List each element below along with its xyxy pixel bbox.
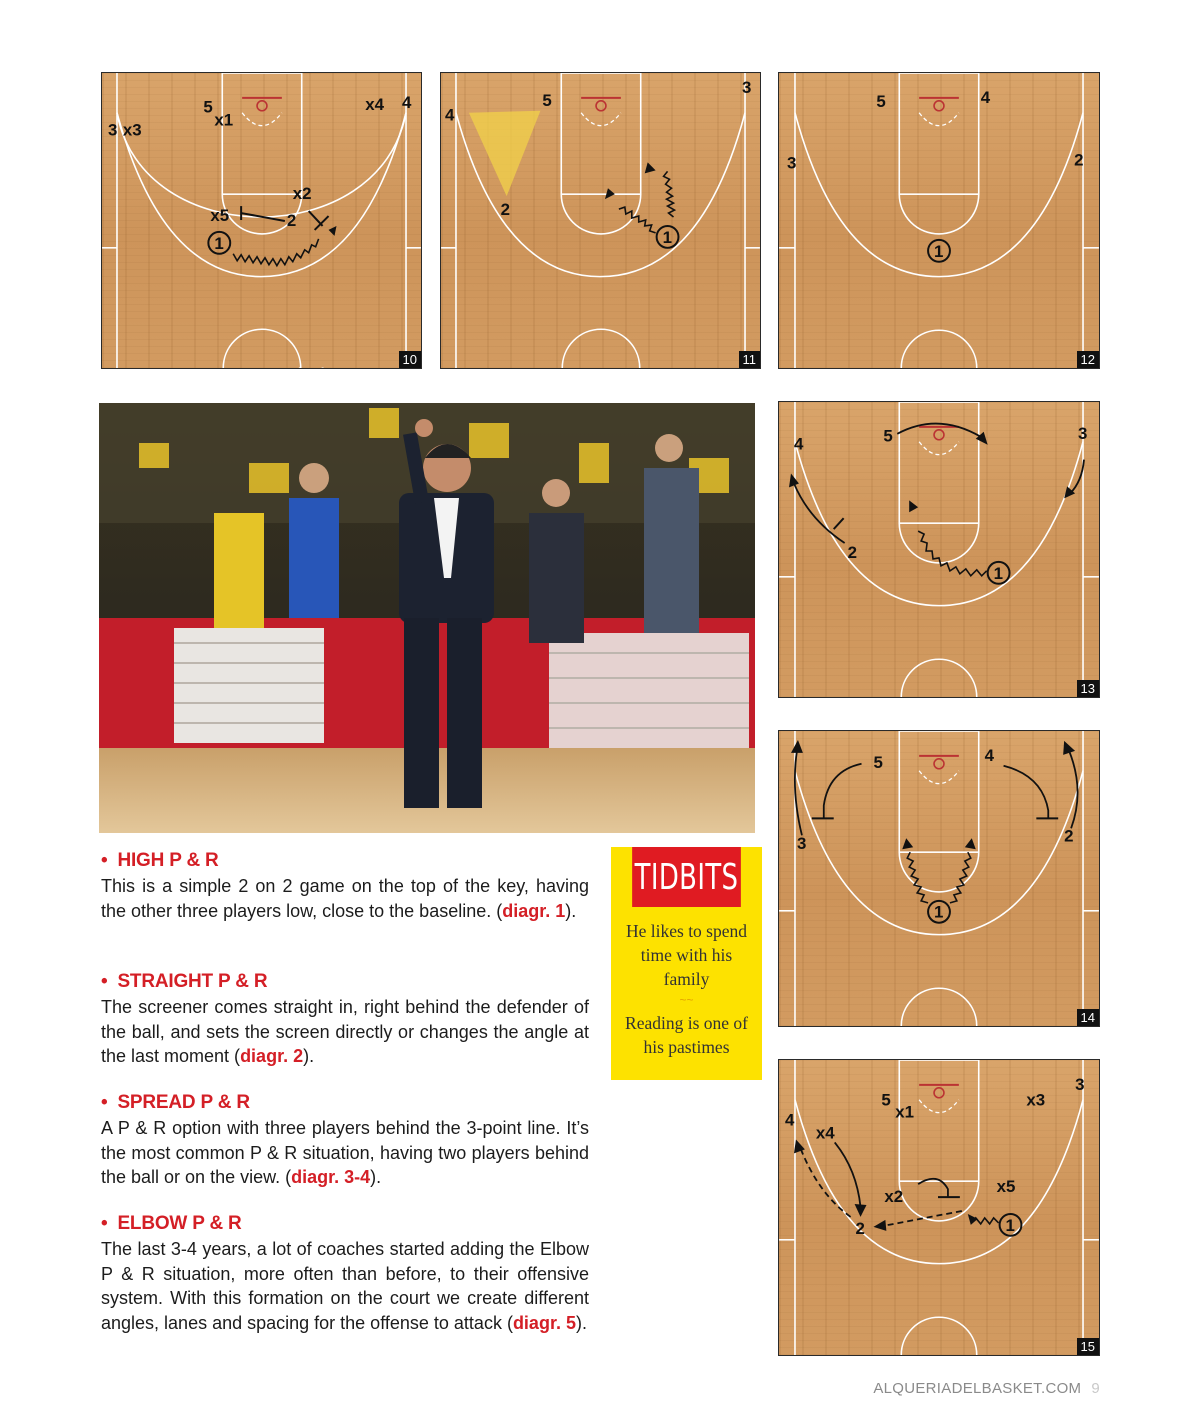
diagram-14-drawing [779,731,1099,1026]
d12-label-4: 4 [980,87,991,107]
diagram-13-number: 13 [1077,680,1099,697]
d10-label-4: 4 [402,92,412,112]
d13-label-4: 4 [793,434,804,454]
section-body: A P & R option with three players behind the 3-point line. It’s the most common P & R situation, having two players behind the ball or on the view. (diagr. 3-4). [101,1118,589,1187]
diagram-ref: diagr. 1 [502,900,566,921]
d12-label-3: 3 [787,153,797,173]
diagram-14-number: 14 [1077,1009,1099,1026]
d10-label-5: 5 [203,97,213,117]
d10-label-3: 3 [108,120,118,140]
d13-label-1: 1 [993,563,1004,583]
d10-label-x3: x3 [122,120,142,140]
section-spread-pr [101,1092,589,1190]
d11-label-5: 5 [542,90,552,110]
d10-label-x4: x4 [365,94,385,114]
diagram-15-number: 15 [1077,1338,1099,1355]
d11-label-4: 4 [445,105,455,125]
d10-label-2: 2 [286,210,297,230]
diagram-10-number: 10 [399,351,421,368]
d14-label-5: 5 [873,752,883,772]
section-title: • SPREAD P & R [101,1092,250,1113]
diagram-13-drawing [779,402,1099,697]
d12-label-1: 1 [934,241,944,261]
diagram-10-drawing [102,73,421,368]
diagram-15-drawing [779,1060,1099,1355]
tidbit-separator: ~~ [679,993,694,1007]
d15-label-5: 5 [881,1090,891,1110]
diagram-ref: diagr. 2 [240,1046,304,1066]
coach-photo-image [99,403,755,833]
d14-label-1: 1 [934,902,944,922]
d10-label-1: 1 [214,233,224,253]
d12-label-5: 5 [876,91,886,111]
tidbit-fact-1: He likes to spend time with his family [625,921,748,989]
diagram-12-drawing [779,73,1099,368]
d15-label-1: 1 [1005,1215,1015,1235]
d10-label-x5: x5 [210,205,230,225]
section-straight-pr [101,971,589,1069]
site-name: ALQUERIADELBASKET.COM [873,1380,1082,1397]
section-body: This is a simple 2 on 2 game on the top of the key, having the other three players low, close to the baseline. (diagr. 1). [101,876,589,921]
page-footer [873,1380,1100,1397]
d13-label-3: 3 [1078,423,1088,443]
tidbits-heading: TIDBITS [632,847,741,907]
d10-label-x2: x2 [292,184,312,204]
page-number: 9 [1091,1380,1100,1397]
diagram-11-number: 11 [739,351,761,368]
d15-label-x4: x4 [815,1123,835,1143]
diagram-ref: diagr. 5 [512,1312,576,1333]
diagram-11-drawing [441,73,760,368]
d15-label-x1: x1 [895,1102,915,1122]
section-body: The last 3-4 years, a lot of coaches started adding the Elbow P & R situation, more often than before, to their offensive system. With this formation on the court we create different angles, lanes and spacing for the offense to attack (diagr. 5). [101,1239,589,1333]
coach-photo [99,403,755,833]
section-high-pr [101,850,589,923]
diagram-13 [778,401,1100,698]
d10-label-x1: x1 [214,110,234,130]
section-elbow-pr [101,1213,589,1335]
d14-label-2: 2 [1064,826,1074,846]
tidbit-fact-2: Reading is one of his pastimes [625,1013,748,1057]
d14-label-4: 4 [984,745,995,765]
diagram-14 [778,730,1100,1027]
d11-label-1: 1 [662,227,672,247]
tidbits-box [611,847,762,1080]
d13-label-5: 5 [883,426,893,446]
d15-label-x5: x5 [996,1177,1016,1197]
d15-label-x2: x2 [884,1187,904,1207]
d15-label-4: 4 [785,1110,795,1130]
diagram-10 [101,72,422,369]
d11-label-3: 3 [742,77,752,97]
diagram-12-number: 12 [1077,351,1099,368]
section-title: • STRAIGHT P & R [101,971,268,992]
section-title: • HIGH P & R [101,850,219,871]
diagram-ref: diagr. 3-4 [291,1167,371,1187]
d15-label-3: 3 [1075,1074,1085,1094]
d12-label-2: 2 [1074,150,1084,170]
diagram-11 [440,72,761,369]
section-body: The screener comes straight in, right behind the defender of the ball, and sets the screen directly or changes the angle at the last moment (diagr. 2). [101,997,589,1066]
d11-label-2: 2 [500,200,511,220]
diagram-15 [778,1059,1100,1356]
d15-label-x3: x3 [1026,1090,1046,1110]
diagram-12 [778,72,1100,369]
d14-label-3: 3 [796,834,807,854]
d15-label-2: 2 [855,1218,865,1238]
section-title: • ELBOW P & R [101,1213,242,1234]
d13-label-2: 2 [847,542,858,562]
